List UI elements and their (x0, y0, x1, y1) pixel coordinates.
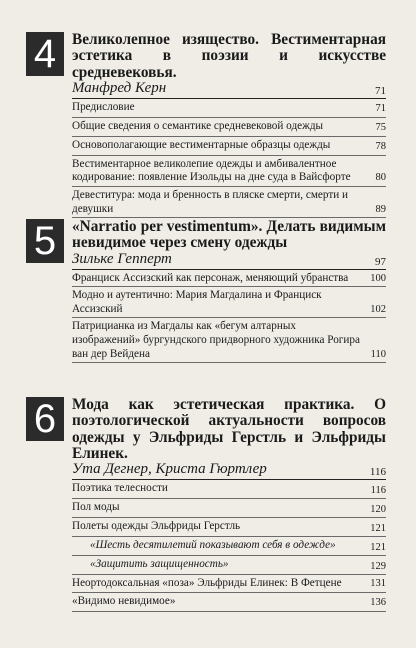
entry-page: 71 (375, 103, 386, 115)
toc-subentry[interactable] (72, 556, 386, 575)
toc-entry[interactable] (72, 480, 386, 499)
entry-title: Вестиментарное великолепие одежды и амбивалентное кодирование: появление Изольды на дне суда в Вайсфорте (72, 157, 351, 184)
toc-entry[interactable] (72, 518, 386, 537)
chapter-author: Ута Дегнер, Криста Гюртлер (72, 461, 267, 478)
entry-page: 116 (370, 484, 386, 496)
entry-title: Общие сведения о семантике средневековой одежды (72, 119, 324, 132)
chapter-number: 4 (26, 32, 64, 76)
toc-entry[interactable] (72, 156, 386, 187)
entry-title: Девеститура: мода и бренность в пляске смерти, смерти и девушки (72, 189, 348, 215)
toc-subentry[interactable] (72, 537, 386, 556)
toc-entry[interactable] (72, 593, 386, 612)
entry-page: 120 (370, 503, 386, 515)
chapter-author: Зильке Гепперт (72, 250, 172, 267)
toc-entry[interactable] (72, 99, 386, 118)
toc-entry[interactable] (72, 137, 386, 156)
chapter-number: 5 (26, 219, 64, 263)
chapter-header (26, 32, 386, 99)
entry-title: Предисловие (72, 100, 135, 113)
entry-page: 131 (370, 578, 386, 590)
toc-entry[interactable] (72, 118, 386, 137)
toc-entry[interactable] (72, 187, 386, 218)
entry-title: «Шесть десятилетий показывают себя в одежде» (90, 539, 336, 552)
entry-title: Патрицианка из Магдалы как «бегум алтарных изображений» бургундского придворного художника Рогира ван дер Вейдена (72, 320, 360, 360)
chapter-number: 6 (26, 397, 64, 441)
entry-title: Поэтика телесности (72, 482, 168, 495)
chapter-page: 71 (375, 84, 386, 97)
entry-title: Модно и аутентично: Мария Магдалина и Франциск Ассизский (72, 289, 322, 315)
entry-page: 121 (370, 541, 386, 553)
entry-page: 100 (370, 272, 386, 284)
toc-entry[interactable] (72, 270, 386, 288)
entry-title: «Защитить защищенность» (90, 558, 229, 571)
chapter-6 (26, 397, 386, 612)
entry-page: 89 (375, 203, 386, 215)
chapter-author-row[interactable] (72, 462, 386, 480)
toc-entry[interactable] (72, 499, 386, 518)
chapter-5 (26, 219, 386, 363)
chapter-4 (26, 32, 386, 218)
chapter-author-row[interactable] (72, 81, 386, 99)
chapter-page: 116 (369, 466, 386, 479)
entry-page: 110 (370, 348, 386, 360)
chapter-author-row[interactable] (72, 252, 386, 270)
chapter-author: Манфред Керн (72, 79, 167, 96)
entry-page: 75 (375, 122, 386, 134)
chapter-title: «Narratio per vestimentum». Делать видимым невидимое через смену одежды (72, 218, 386, 252)
toc-entry[interactable] (72, 287, 386, 318)
entry-title: «Видимо невидимое» (72, 594, 176, 607)
entry-list (72, 99, 386, 218)
entry-page: 78 (375, 141, 386, 153)
entry-page: 136 (370, 597, 386, 609)
toc-entry[interactable] (72, 575, 386, 593)
chapter-title: Великолепное изящество. Вестиментарная эстетика в поэзии и искусстве средневековья. (72, 31, 386, 81)
entry-title: Пол моды (72, 501, 120, 514)
chapter-title: Мода как эстетическая практика. О поэтологической актуальности вопросов одежды у Эльфриды Герстль и Эльфриды Елинек. (72, 396, 386, 462)
entry-list (72, 270, 386, 364)
entry-title: Франциск Ассизский как персонаж, меняющий убранства (72, 271, 349, 284)
chapter-header (26, 219, 386, 270)
entry-page: 129 (370, 560, 386, 572)
entry-page: 121 (370, 522, 386, 534)
entry-list (72, 480, 386, 612)
entry-page: 102 (370, 303, 386, 315)
chapter-header (26, 397, 386, 480)
entry-title: Полеты одежды Эльфриды Герстль (72, 520, 241, 533)
chapter-page: 97 (375, 255, 386, 268)
toc-entry[interactable] (72, 318, 386, 363)
entry-page: 80 (375, 172, 386, 184)
entry-title: Неортодоксальная «поза» Эльфриды Елинек: В Фетцене (72, 577, 342, 590)
entry-title: Основополагающие вестиментарные образцы одежды (72, 138, 331, 151)
